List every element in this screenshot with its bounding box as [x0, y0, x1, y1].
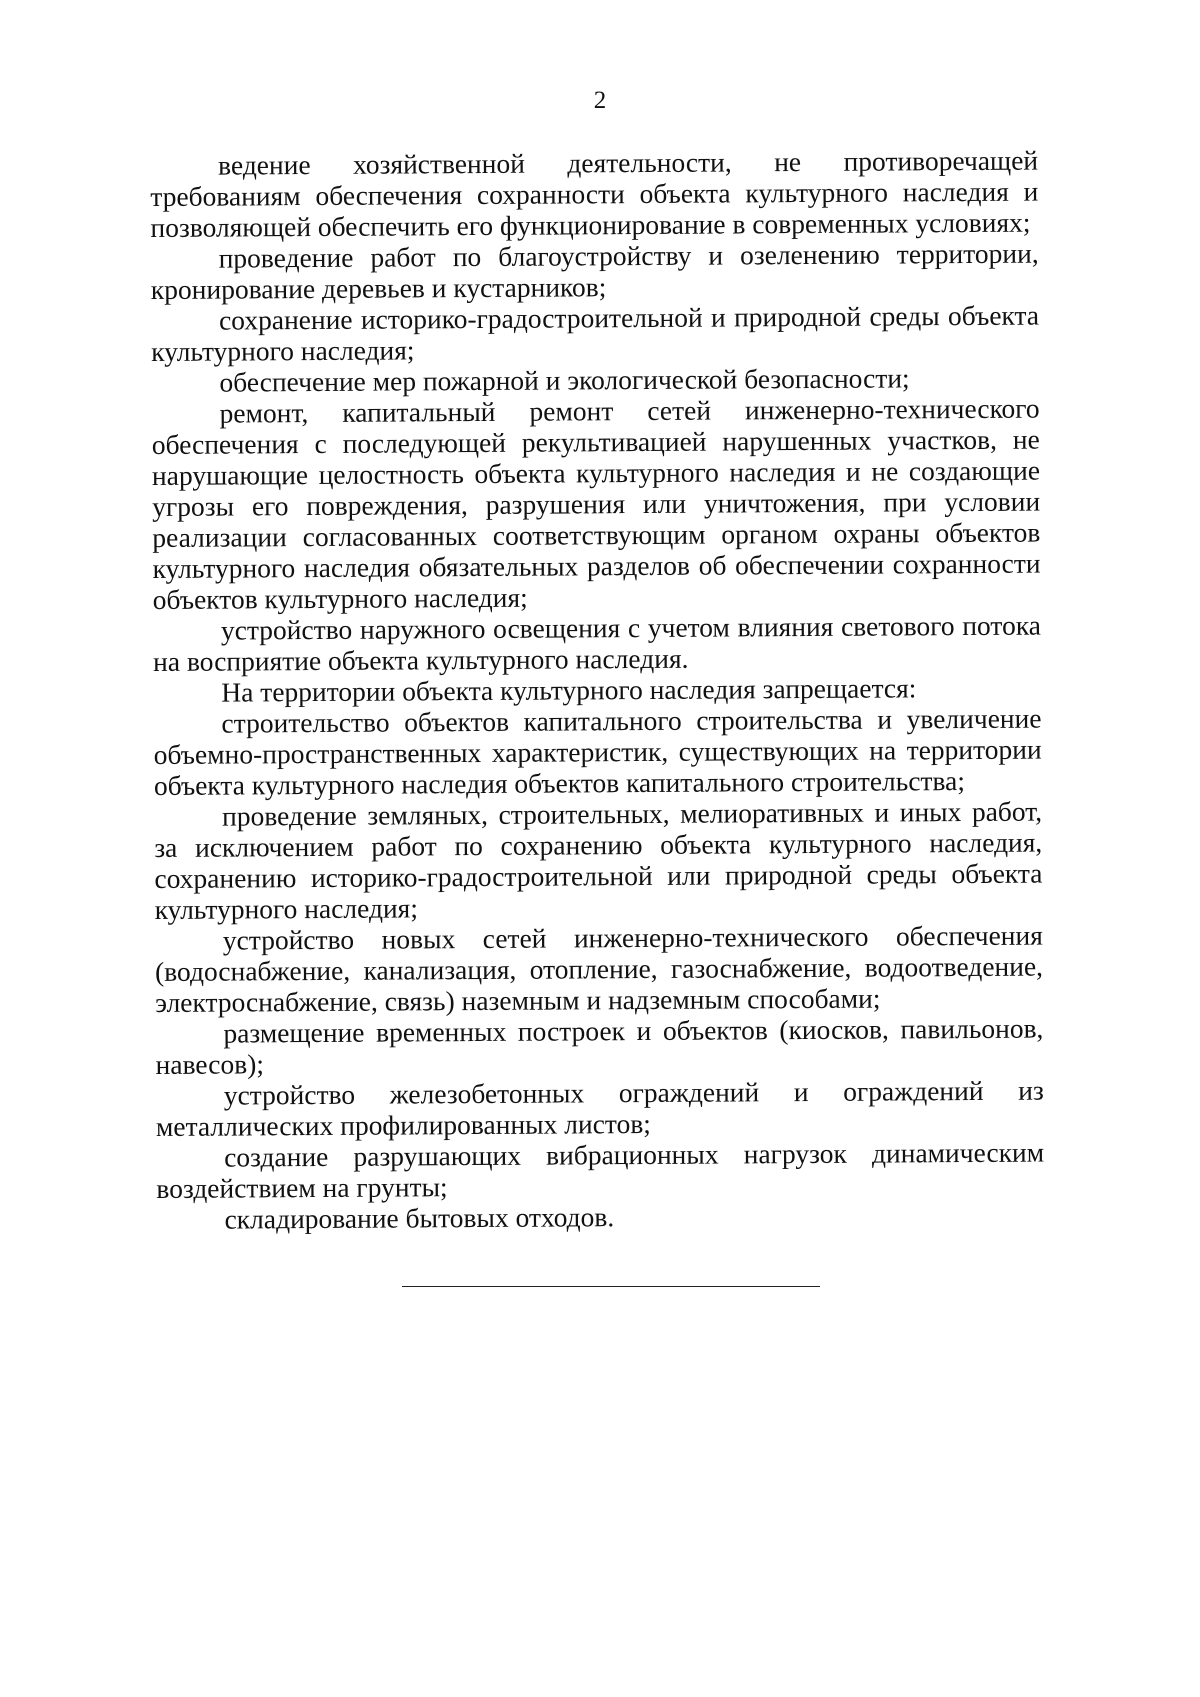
paragraph-landscaping: проведение работ по благоустройству и озеленению территории, кронирование деревьев и кустарников;	[150, 237, 1039, 305]
paragraph-fire-safety: обеспечение мер пожарной и экологической безопасности;	[219, 362, 910, 398]
paragraph-vibration-loads: создание разрушающих вибрационных нагрузок динамическим воздействием на грунты;	[156, 1136, 1045, 1204]
paragraph-capital-construction: строительство объектов капитального строительства и увеличение объемно-пространственных характеристик, существующих на территории объекта культурного наследия объектов капитального строительства;	[153, 702, 1042, 801]
paragraph-temporary-buildings: размещение временных построек и объектов (киосков, павильонов, навесов);	[155, 1012, 1044, 1080]
paragraph-network-repair: ремонт, капитальный ремонт сетей инженерно-технического обеспечения с последующей рекультивацией нарушенных участков, не нарушающие целостность объекта культурного наследия и не создающие угрозы его повреждения, разрушения или уничтожения, при условии реализации согласованных соответствующим органом охраны объектов культурного наследия обязательных разделов об обеспечении сохранности объектов культурного наследия;	[151, 392, 1041, 615]
page-number: 2	[593, 87, 607, 114]
paragraph-fences: устройство железобетонных ограждений и ограждений из металлических профилированных листов;	[155, 1074, 1044, 1142]
document-body	[150, 145, 1045, 1235]
paragraph-waste-storage: складирование бытовых отходов.	[224, 1201, 615, 1235]
paragraph-prohibitions-intro: На территории объекта культурного наследия запрещается:	[221, 672, 917, 708]
paragraph-new-networks: устройство новых сетей инженерно-технического обеспечения (водоснабжение, канализация, отопление, газоснабжение, водоотведение, электроснабжение, связь) наземным и надземным способами;	[154, 919, 1044, 1018]
paragraph-outdoor-lighting: устройство наружного освещения с учетом влияния светового потока на восприятие объекта культурного наследия.	[153, 609, 1042, 677]
closing-rule	[402, 1286, 820, 1287]
paragraph-environment-preservation: сохранение историко-градостроительной и природной среды объекта культурного наследия;	[151, 299, 1040, 367]
paragraph-earthworks: проведение земляных, строительных, мелиоративных и иных работ, за исключением работ по сохранению объекта культурного наследия, сохранению историко-градостроительной или природной среды объекта культурного наследия;	[154, 795, 1043, 925]
paragraph-economic-activity: ведение хозяйственной деятельности, не противоречащей требованиям обеспечения сохранности объекта культурного наследия и позволяющей обеспечить его функционирование в современных условиях;	[150, 144, 1039, 243]
